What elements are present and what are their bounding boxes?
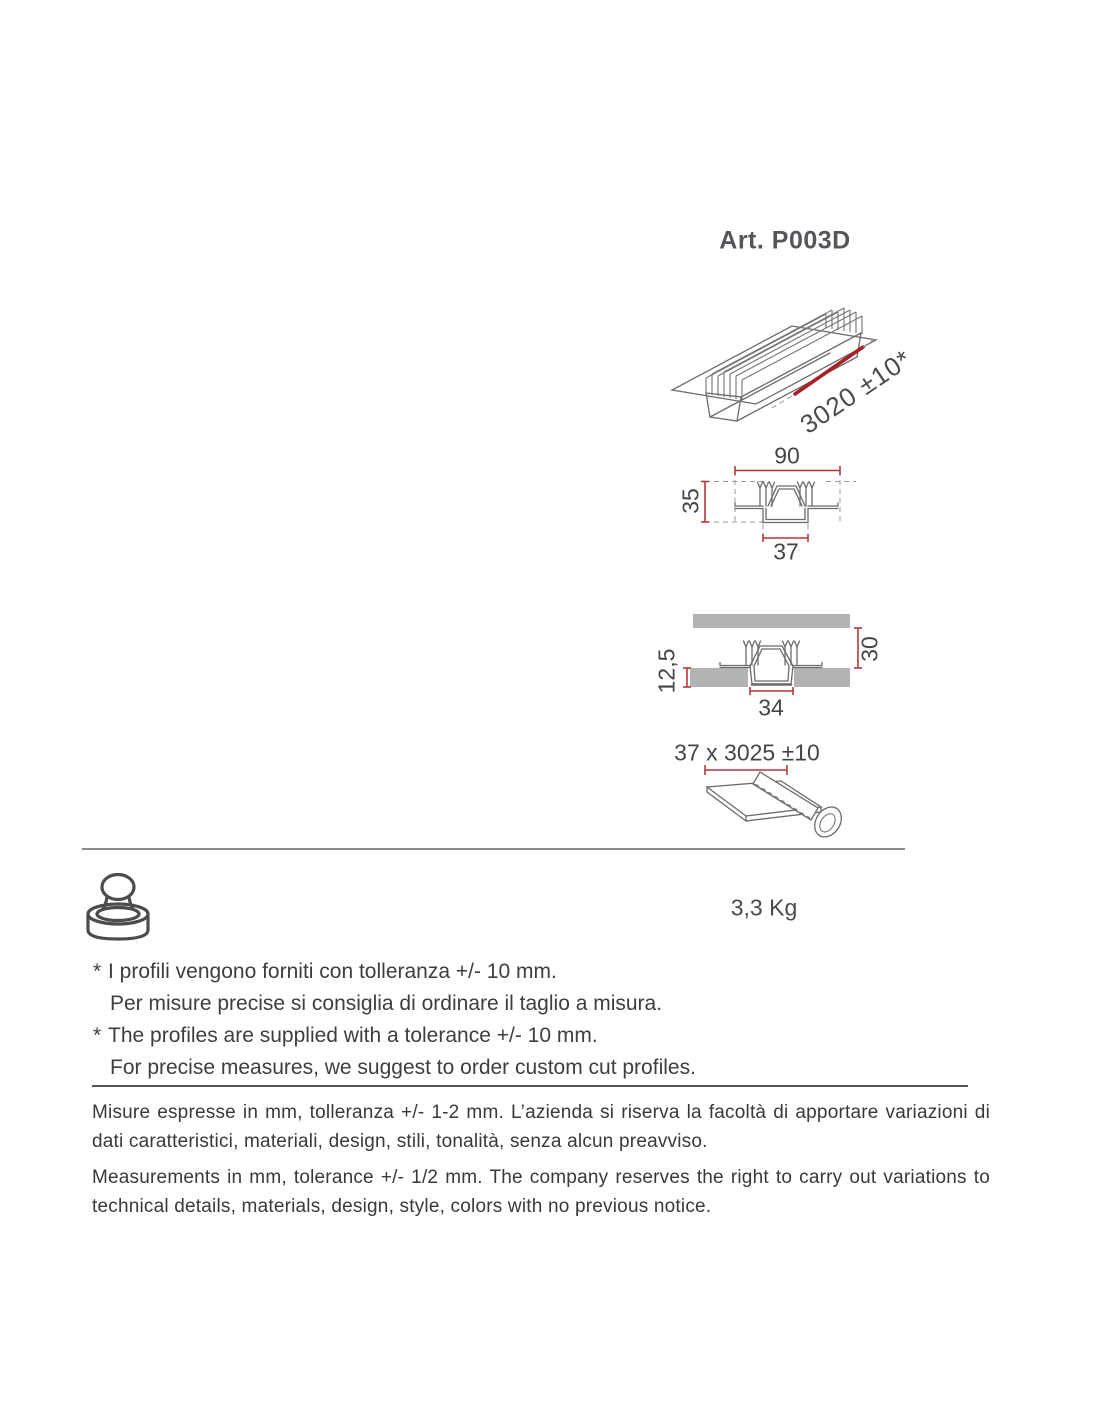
note-row-it-1 <box>93 960 557 984</box>
page-title: Art. P003D <box>719 226 851 255</box>
dim-label-board-thickness: 12,5 <box>653 648 680 694</box>
section-profile <box>735 482 838 523</box>
profile-3d-fin-ridges <box>706 308 862 380</box>
note-it-line1: I profili vengono forniti con tolleranza +/- 10 mm. <box>108 960 557 983</box>
drywall-panel-bottom-left <box>690 668 748 687</box>
weight-icon <box>85 868 155 943</box>
note-asterisk: * <box>93 960 102 983</box>
dim-label-section-bottom-width: 37 <box>773 538 799 565</box>
footer-legal-it: Misure espresse in mm, tolleranza +/- 1-2 mm. L’azienda si riserva la facoltà di apportare variazioni di dati caratteristici, materiali, design, stili, tonalità, senza alcun preavviso. <box>92 1102 990 1152</box>
divider-top <box>82 848 905 850</box>
dim-label-cut-width: 34 <box>758 694 784 721</box>
weight-value: 3,3 Kg <box>730 894 798 921</box>
dim-label-section-top-width: 90 <box>774 442 800 469</box>
note-it-line2: Per misure precise si consiglia di ordinare il taglio a misura. <box>110 992 663 1015</box>
dim-label-section-height: 35 <box>677 488 704 514</box>
section-dim-lines <box>701 466 840 542</box>
dim-label-recess-height: 30 <box>856 636 883 662</box>
note-asterisk: * <box>93 1024 102 1047</box>
drywall-panel-top <box>693 614 850 628</box>
dim-label-cut-size: 37 x 3025 ±10 <box>674 739 820 766</box>
note-row-en-1 <box>93 1024 598 1048</box>
note-en-line2: For precise measures, we suggest to order custom cut profiles. <box>110 1056 696 1079</box>
footer-legal <box>92 1098 990 1221</box>
note-en-line1: The profiles are supplied with a tolerance +/- 10 mm. <box>108 1024 598 1047</box>
cut-dim-line <box>705 765 787 775</box>
note-row-it-2 <box>110 992 662 1016</box>
profile-3d-back-fins <box>826 308 862 334</box>
divider-bottom <box>92 1085 968 1087</box>
dim-label-length: 3020 ±10* <box>794 343 917 440</box>
footer-legal-en: Measurements in mm, tolerance +/- 1/2 mm. The company reserves the right to carry out variations to technical details, materials, design, style, colors with no previous notice. <box>92 1167 990 1217</box>
note-row-en-2 <box>110 1056 696 1080</box>
drywall-panel-bottom-right <box>794 668 850 687</box>
cut-to-size-drawing <box>660 740 885 850</box>
